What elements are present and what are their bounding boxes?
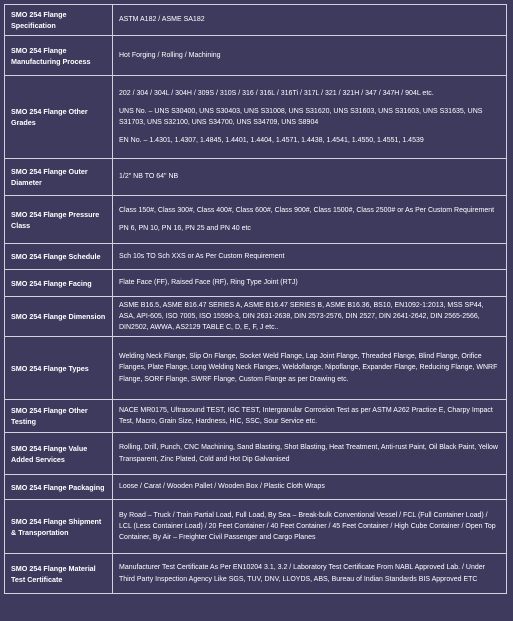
value-line: Rolling, Drill, Punch, CNC Machining, Sand Blasting, Shot Blasting, Heat Treatment, Anti-rust Paint, Oil Black Paint, Yellow Transparent, Zinc Plated, Cold and Hot Dip Galvanised [119, 444, 498, 463]
table-row [5, 297, 507, 337]
table-row [5, 5, 507, 36]
value-line: NACE MR0175, Ultrasound TEST, IGC TEST, Intergranular Corrosion Test as per ASTM A262 Practice E, Charpy Impact Test, Macro, Grain Size, Hardness, HIC, SSC, Sour Service etc. [119, 406, 493, 425]
specification-table-body [5, 5, 507, 594]
table-row [5, 337, 507, 400]
row-label: SMO 254 Flange Other Testing [5, 400, 113, 433]
row-label: SMO 254 Flange Outer Diameter [5, 159, 113, 196]
row-value [113, 36, 507, 76]
row-label: SMO 254 Flange Material Test Certificate [5, 554, 113, 594]
row-value [113, 297, 507, 337]
row-value [113, 475, 507, 500]
row-value [113, 196, 507, 244]
row-label: SMO 254 Flange Value Added Services [5, 433, 113, 475]
row-label: SMO 254 Flange Manufacturing Process [5, 36, 113, 76]
specification-table [4, 4, 507, 594]
table-row [5, 196, 507, 244]
row-label: SMO 254 Flange Facing [5, 270, 113, 297]
table-row [5, 475, 507, 500]
row-value [113, 76, 507, 159]
row-value [113, 554, 507, 594]
value-line: Welding Neck Flange, Slip On Flange, Socket Weld Flange, Lap Joint Flange, Threaded Flange, Blind Flange, Orifice Flanges, Plate Flange, Long Welding Neck Flanges, Weldoflange, Nipoflange, Expander Flange, Reducing Flange, WNRF Flange, SORF Flange, SWRF Flange, Custom Flange as per Drawing etc. [119, 353, 498, 383]
row-value [113, 159, 507, 196]
row-value [113, 270, 507, 297]
row-label: SMO 254 Flange Other Grades [5, 76, 113, 159]
value-line: Sch 10s TO Sch XXS or As Per Custom Requirement [119, 252, 285, 260]
table-row [5, 500, 507, 554]
row-label: SMO 254 Flange Schedule [5, 244, 113, 270]
value-line: Manufacturer Test Certificate As Per EN10204 3.1, 3.2 / Laboratory Test Certificate From NABL Approved Lab. / Under Third Party Inspection Agency Like SGS, TUV, DNV, LLOYDS, ABS, Bureau of Indian Standards BIS Approved ETC [119, 564, 485, 583]
row-value [113, 5, 507, 36]
row-label: SMO 254 Flange Shipment & Transportation [5, 500, 113, 554]
value-line: PN 6, PN 10, PN 16, PN 25 and PN 40 etc [119, 225, 251, 232]
table-row [5, 244, 507, 270]
table-row [5, 159, 507, 196]
row-label: SMO 254 Flange Packaging [5, 475, 113, 500]
row-label: SMO 254 Flange Dimension [5, 297, 113, 337]
row-value [113, 244, 507, 270]
value-line: EN No. – 1.4301, 1.4307, 1.4845, 1.4401, 1.4404, 1.4571, 1.4438, 1.4541, 1.4550, 1.4551, 1.4539 [119, 137, 424, 145]
row-value [113, 400, 507, 433]
value-line: UNS No. – UNS S30400, UNS S30403, UNS S31008, UNS S31620, UNS S31603, UNS S31603, UNS S31635, UNS S31703, UNS S32100, UNS S34700, UNS S34709, UNS S8904 [119, 107, 483, 126]
table-row [5, 400, 507, 433]
table-row [5, 76, 507, 159]
row-label: SMO 254 Flange Types [5, 337, 113, 400]
value-line: Flate Face (FF), Raised Face (RF), Ring Type Joint (RTJ) [119, 279, 298, 287]
table-row [5, 554, 507, 594]
value-line: Class 150#, Class 300#, Class 400#, Class 600#, Class 900#, Class 1500#, Class 2500# or As Per Custom Requirement [119, 206, 495, 214]
table-row [5, 433, 507, 475]
value-line: ASME B16.5, ASME B16.47 SERIES A, ASME B16.47 SERIES B, ASME B16.36, BS10, EN1092-1:2013, MSS SP44, ASA, API-605, ISO 7005, ISO 15590-3, DIN 2631-2638, DIN 2573-2576, DIN 2527, DIN 2641-2642, DIN 2565-2566, DIN2502, AWWA, AS2129 TABLE C, D, E, F, J etc.. [119, 301, 484, 332]
row-value [113, 337, 507, 400]
row-value [113, 433, 507, 475]
table-row [5, 36, 507, 76]
row-label: SMO 254 Flange Pressure Class [5, 196, 113, 244]
value-line: Hot Forging / Rolling / Machining [119, 51, 221, 59]
table-row [5, 270, 507, 297]
value-line: ASTM A182 / ASME SA182 [119, 16, 205, 24]
row-label: SMO 254 Flange Specification [5, 5, 113, 36]
value-line: 1/2" NB TO 64" NB [119, 173, 179, 181]
value-line: 202 / 304 / 304L / 304H / 309S / 310S / 316 / 316L / 316Ti / 317L / 321 / 321H / 347 / 347H / 904L etc. [119, 89, 434, 97]
value-line: Loose / Carat / Wooden Pallet / Wooden Box / Plastic Cloth Wraps [119, 483, 325, 491]
row-value [113, 500, 507, 554]
value-line: By Road – Truck / Train Partial Load, Full Load, By Sea – Break-bulk Conventional Vessel / FCL (Full Container Load) / LCL (Less Container Load) / 20 Feet Container / 40 Feet Container / 45 Feet Container / High Cube Container / Open Top Container, By Air – Freighter Civil Passenger and Cargo Planes [119, 511, 496, 542]
